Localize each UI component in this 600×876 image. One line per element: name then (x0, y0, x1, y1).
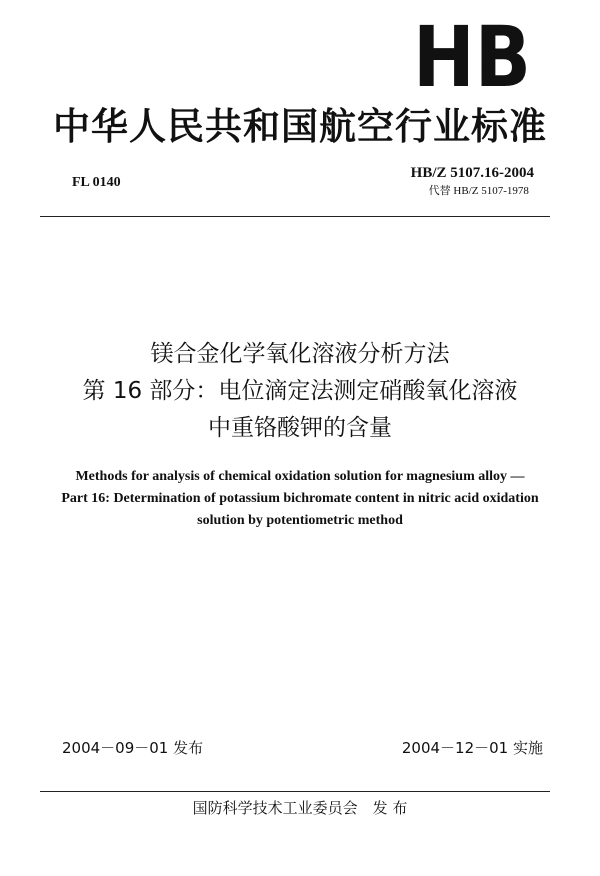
replaces-standard: 代替 HB/Z 5107-1978 (428, 185, 529, 197)
implementation-date: 2004－12－01 实施 (401, 739, 543, 757)
english-title-line-2: Part 16: Determination of potassium bichromate content in nitric acid oxidation (61, 491, 539, 506)
footer-divider (40, 791, 550, 792)
english-title-line-1: Methods for analysis of chemical oxidation solution for magnesium alloy — (75, 469, 525, 484)
hb-logo (412, 8, 532, 106)
industry-standard-title: 中华人民共和国航空行业标准 (53, 105, 547, 148)
standard-identifier-block (411, 164, 534, 198)
classification-code: FL 0140 (72, 175, 121, 190)
hb-logo-text: HB (413, 8, 531, 106)
english-title (20, 466, 580, 532)
hb-logo-graphic (412, 8, 532, 106)
standard-number: HB/Z 5107.16-2004 (410, 165, 534, 181)
publisher: 国防科学技术工业委员会 发 布 (192, 799, 408, 817)
chinese-title-line-3: 中重铬酸钾的含量 (208, 415, 392, 441)
issue-date: 2004－09－01 发布 (62, 739, 204, 757)
chinese-title-line-2: 第 16 部分：电位滴定法测定硝酸氧化溶液 (82, 378, 518, 404)
chinese-title-line-1: 镁合金化学氧化溶液分析方法 (150, 341, 450, 367)
chinese-title (0, 336, 600, 447)
header-divider (40, 216, 550, 217)
english-title-line-3: solution by potentiometric method (197, 513, 403, 528)
